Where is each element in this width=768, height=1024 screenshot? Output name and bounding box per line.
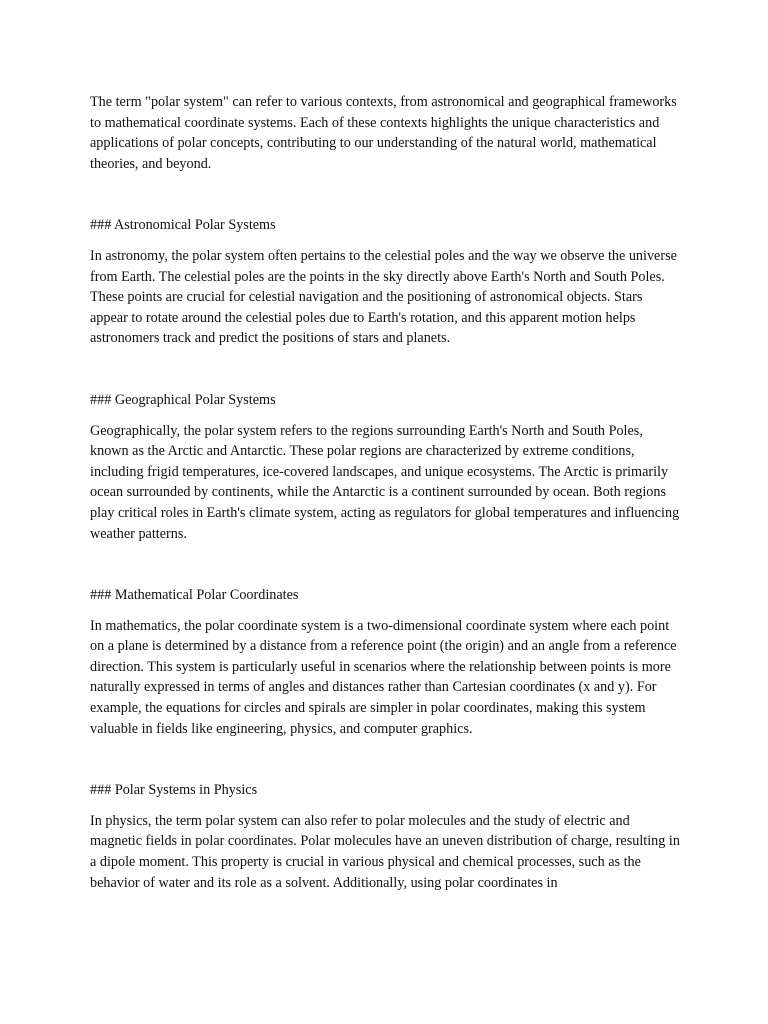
- section-mathematical: [90, 585, 680, 739]
- section-heading: ### Polar Systems in Physics: [90, 782, 258, 799]
- document-page: [90, 92, 680, 893]
- intro-paragraph: The term "polar system" can refer to various contexts, from astronomical and geographical frameworks to mathematical coordinate systems. Each of these contexts highlights the unique characteristics and applications of polar concepts, contributing to our understanding of the natural world, mathematical theories, and beyond.: [90, 94, 677, 172]
- section-heading: ### Astronomical Polar Systems: [90, 217, 276, 234]
- section-physics: [90, 780, 680, 893]
- section-astronomical: [90, 215, 680, 349]
- section-paragraph: In mathematics, the polar coordinate system is a two-dimensional coordinate system where each point on a plane is determined by a distance from a reference point (the origin) and an angle from a reference direction. This system is particularly useful in scenarios where the relationship between points is more naturally expressed in terms of angles and distances rather than Cartesian coordinates (x and y). For example, the equations for circles and spirals are simpler in polar coordinates, making this system valuable in fields like engineering, physics, and computer graphics.: [90, 617, 677, 737]
- section-geographical: [90, 390, 680, 544]
- section-heading: ### Geographical Polar Systems: [90, 391, 276, 408]
- section-paragraph: Geographically, the polar system refers to the regions surrounding Earth's North and South Poles, known as the Arctic and Antarctic. These polar regions are characterized by extreme conditions, including frigid temperatures, ice-covered landscapes, and unique ecosystems. The Arctic is primarily ocean surrounded by continents, while the Antarctic is a continent surrounded by ocean. Both regions play critical roles in Earth's climate system, acting as regulators for global temperatures and influencing weather patterns.: [90, 422, 680, 542]
- section-paragraph: In astronomy, the polar system often pertains to the celestial poles and the way we observe the universe from Earth. The celestial poles are the points in the sky directly above Earth's North and South Poles. These points are crucial for celestial navigation and the positioning of astronomical objects. Stars appear to rotate around the celestial poles due to Earth's rotation, and this apparent motion helps astronomers track and predict the positions of stars and planets.: [90, 247, 677, 347]
- section-paragraph: In physics, the term polar system can also refer to polar molecules and the study of electric and magnetic fields in polar coordinates. Polar molecules have an uneven distribution of charge, resulting in a dipole moment. This property is crucial in various physical and chemical processes, such as the behavior of water and its role as a solvent. Additionally, using polar coordinates in: [90, 812, 680, 891]
- section-heading: ### Mathematical Polar Coordinates: [90, 587, 299, 604]
